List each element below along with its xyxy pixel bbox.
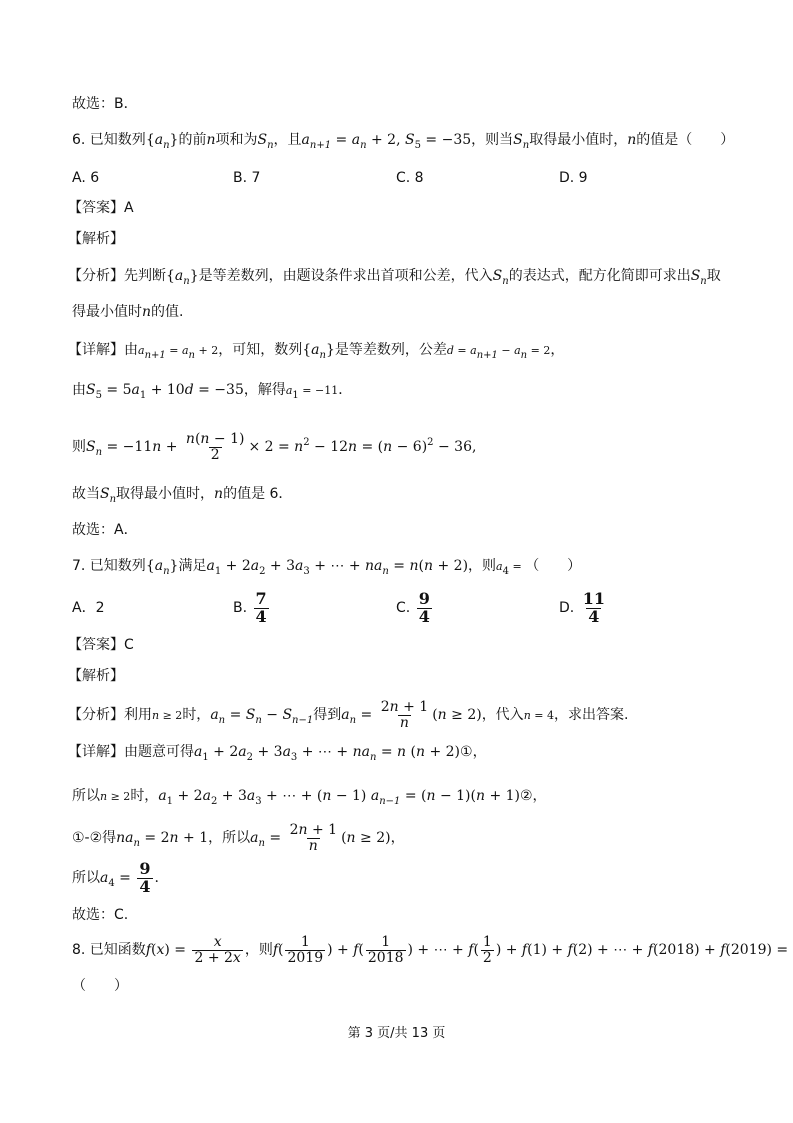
- page-footer: 第 3 页/共 13 页: [347, 1026, 446, 1041]
- q7-answer: 【答案】C: [68, 637, 134, 653]
- q6-analysis-line-1: 【分析】先判断$\{a_n\}$是等差数列，由题设条件求出首项和公差，代入$S_n$的表达式，配方化简即可求出$S_n$取: [68, 268, 721, 287]
- q6-option-c: C. 8: [396, 170, 424, 186]
- q7-option-a: A．2: [72, 600, 105, 616]
- q7-analysis-heading: 【解析】: [68, 668, 124, 684]
- q8-answer-paren: （ ）: [72, 978, 128, 994]
- question-6-stem: 6. 已知数列$\{a_n\}$的前n项和为$S_n$，且$a_{n+1} = a_n + 2$, $S_5 = -35$，则当$S_n$取得最小值时，n的值是（ ）: [72, 132, 735, 151]
- q6-detail-line-2: 由$S_5 = 5a_1 + 10d = -35$，解得$a_1 = -11$．: [72, 382, 353, 401]
- q7-detail-line-4: 所以$a_4$ = $\frac{9}{4}$ .: [72, 858, 159, 896]
- q6-analysis-line-2: 得最小值时n的值.: [72, 304, 184, 320]
- prev-answer-choose: 故选：B．: [72, 96, 138, 112]
- q6-detail-line-1: 【详解】由$a_{n+1} = a_n + 2$，可知，数列$\{a_n\}$是等差数列，公差$d = a_{n+1} - a_n = 2$，: [68, 342, 565, 361]
- q6-choose: 故选：A．: [72, 522, 138, 538]
- q7-detail-line-3: ①-②得$na_n = 2n + 1$，所以$a_n$ = $\frac{2n + 1}{n}$ (n ≥ 2)，: [72, 821, 405, 854]
- q7-choose: 故选：C.: [72, 907, 129, 923]
- question-7-stem: 7. 已知数列$\{a_n\}$满足$a_1 + 2a_2 + 3a_3$ + ⋯ + $na_n = n(n + 2)$，则$a_4$ = （ ）: [72, 558, 582, 577]
- q7-detail-line-2: 所以n ≥ 2时，$a_1 + 2a_2 + 3a_3$ + ⋯ + (n − 1) $a_{n-1} = (n - 1)(n$ + 1)②，: [72, 788, 547, 807]
- q7-option-c: C. $\frac{9}{4}$: [396, 588, 430, 626]
- q6-option-b: B. 7: [233, 170, 261, 186]
- q6-option-d: D. 9: [559, 170, 588, 186]
- q6-analysis-heading: 【解析】: [68, 231, 124, 247]
- q7-detail-line-1: 【详解】由题意可得$a_1 + 2a_2 + 3a_3$ + ⋯ + $na_n = n$ (n + 2)①，: [68, 744, 487, 763]
- q7-option-b: B. $\frac{7}{4}$: [233, 588, 267, 626]
- q6-answer: 【答案】A: [68, 200, 134, 216]
- q7-analysis-line-1: 【分析】利用n ≥ 2时，$a_n = S_n - S_{n-1}$得到$a_n$ = $\frac{2n + 1}{n}$ (n ≥ 2)，代入n = 4，求出答案.: [68, 698, 629, 731]
- question-8-stem: 8. 已知函数f(x) = $\frac{x}{2 + 2x}$ ，则f( $\frac{1}{2019}$ ) + f( $\frac{1}{2018}$ ) + ⋯ + f( $\frac{1}{2}$ ) + f(1) + f(2) + ⋯ + f(2018) + f(2019) =: [72, 933, 789, 966]
- q6-detail-line-3: 则$S_n = -11n$ + $\frac{n(n - 1)}{2}$ × $2 = n^2 - 12n = (n - 6)^2 - 36$,: [72, 430, 477, 463]
- q6-option-a: A. 6: [72, 170, 100, 186]
- q6-detail-line-4: 故当$S_n$取得最小值时，n的值是 6．: [72, 486, 293, 505]
- q7-option-d: D. $\frac{11}{4}$: [559, 588, 605, 626]
